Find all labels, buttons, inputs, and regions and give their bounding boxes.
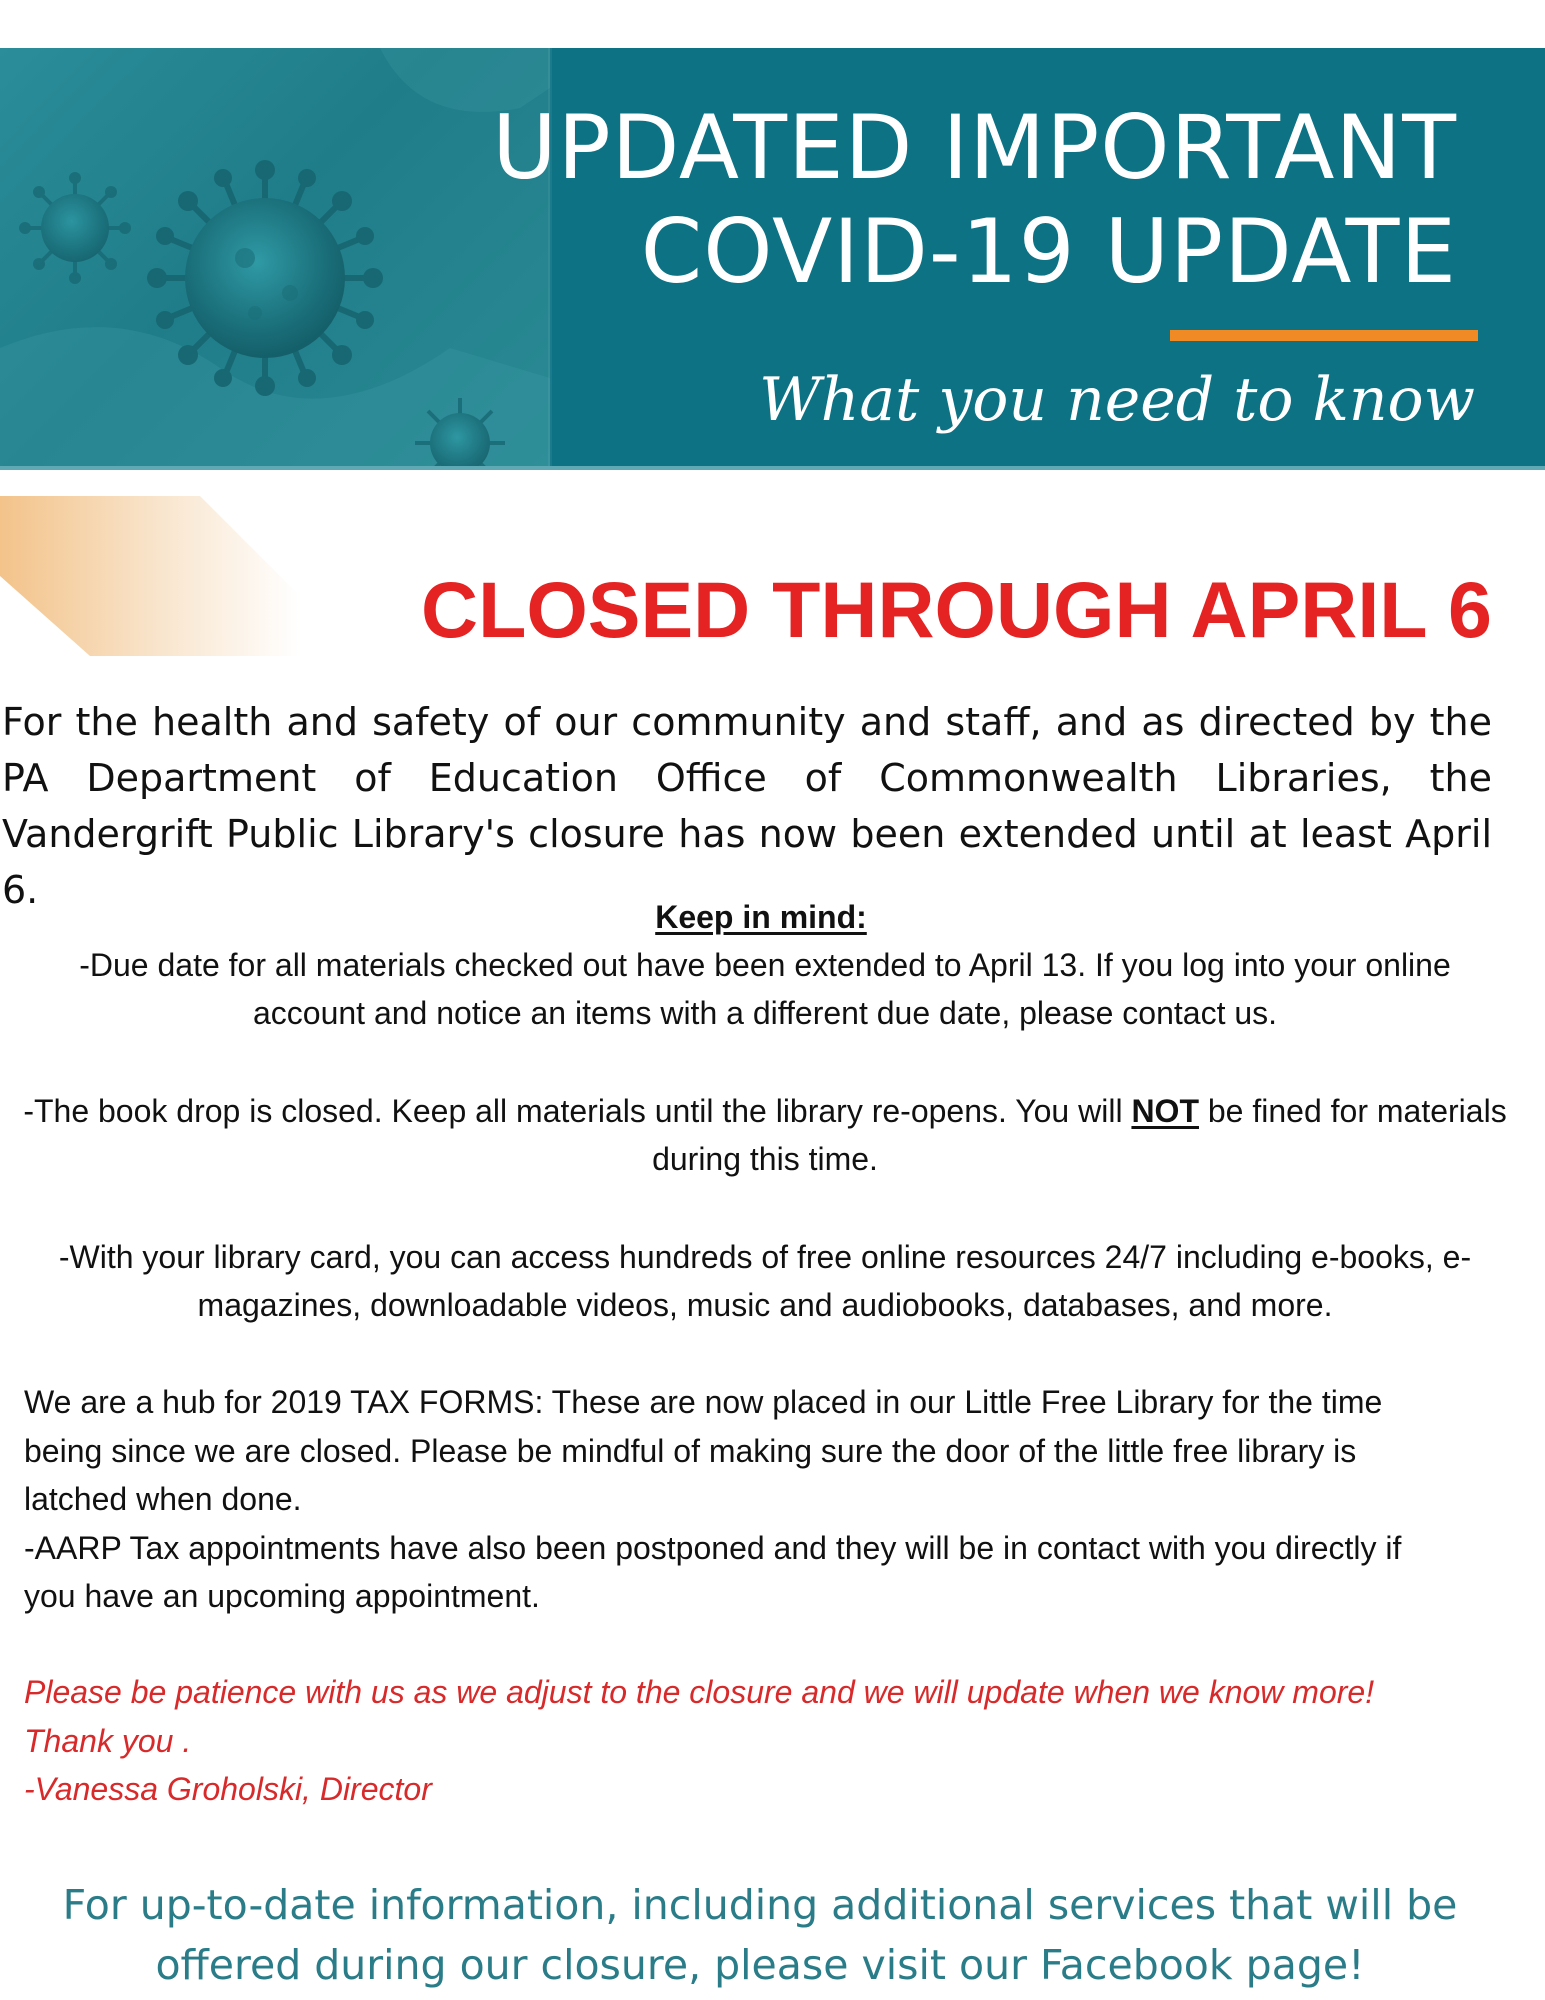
covid-banner [0,48,1545,468]
keep-in-mind-heading: Keep in mind: [655,899,867,935]
closing-note [24,1668,1524,1814]
closed-headline: CLOSED THROUGH APRIL 6 [421,565,1492,654]
decorative-tab-shape [0,496,320,656]
footer-line2: offered during our closure, please visit our Facebook page! [155,1941,1365,1989]
keep-in-mind-item-book-drop [20,1087,1510,1183]
banner-title [492,96,1457,304]
facebook-footer [0,1875,1520,1995]
book-drop-text-start: -The book drop is closed. Keep all materials until the library re-opens. You will [23,1093,1132,1129]
tax-forms-section [24,1378,1444,1621]
director-signature: -Vanessa Groholski, Director [24,1771,432,1807]
aarp-paragraph: -AARP Tax appointments have also been postponed and they will be in contact with you directly if you have an upcoming appointment. [24,1529,1402,1614]
intro-paragraph: For the health and safety of our community and staff, and as directed by the PA Department of Education Office of Commonwealth Libraries, the Vandergrift Public Library's closure has now been extended until at least April 6. [2,700,1492,912]
banner-subtitle: What you need to know [759,365,1475,435]
keep-in-mind-item-online-resources: -With your library card, you can access hundreds of free online resources 24/7 including e-books, e-magazines, downloadable videos, music and audiobooks, databases, and more. [58,1239,1472,1323]
coronavirus-illustration-icon [0,48,550,468]
banner-title-line1: UPDATED IMPORTANT [492,96,1457,199]
tax-forms-paragraph: We are a hub for 2019 TAX FORMS: These are now placed in our Little Free Library for the time being since we are closed. Please be mindful of making sure the door of the little free library is latched when done. [24,1384,1383,1517]
book-drop-text-end: be fined for materials during this time. [652,1093,1507,1177]
banner-accent-rule [1170,330,1478,341]
keep-in-mind-item-due-date: -Due date for all materials checked out have been extended to April 13. If you log into your online account and notice an items with a different due date, please contact us. [79,947,1451,1031]
virus-image [0,48,550,468]
closing-thank-you: Thank you . [24,1722,192,1759]
banner-title-line2: COVID-19 UPDATE [640,200,1457,303]
closing-line1: Please be patience with us as we adjust to the closure and we will update when we know more! [24,1674,1375,1710]
footer-line1: For up-to-date information, including additional services that will be [62,1881,1458,1929]
banner-bottom-line [0,466,1545,470]
not-emphasis: NOT [1131,1093,1199,1129]
